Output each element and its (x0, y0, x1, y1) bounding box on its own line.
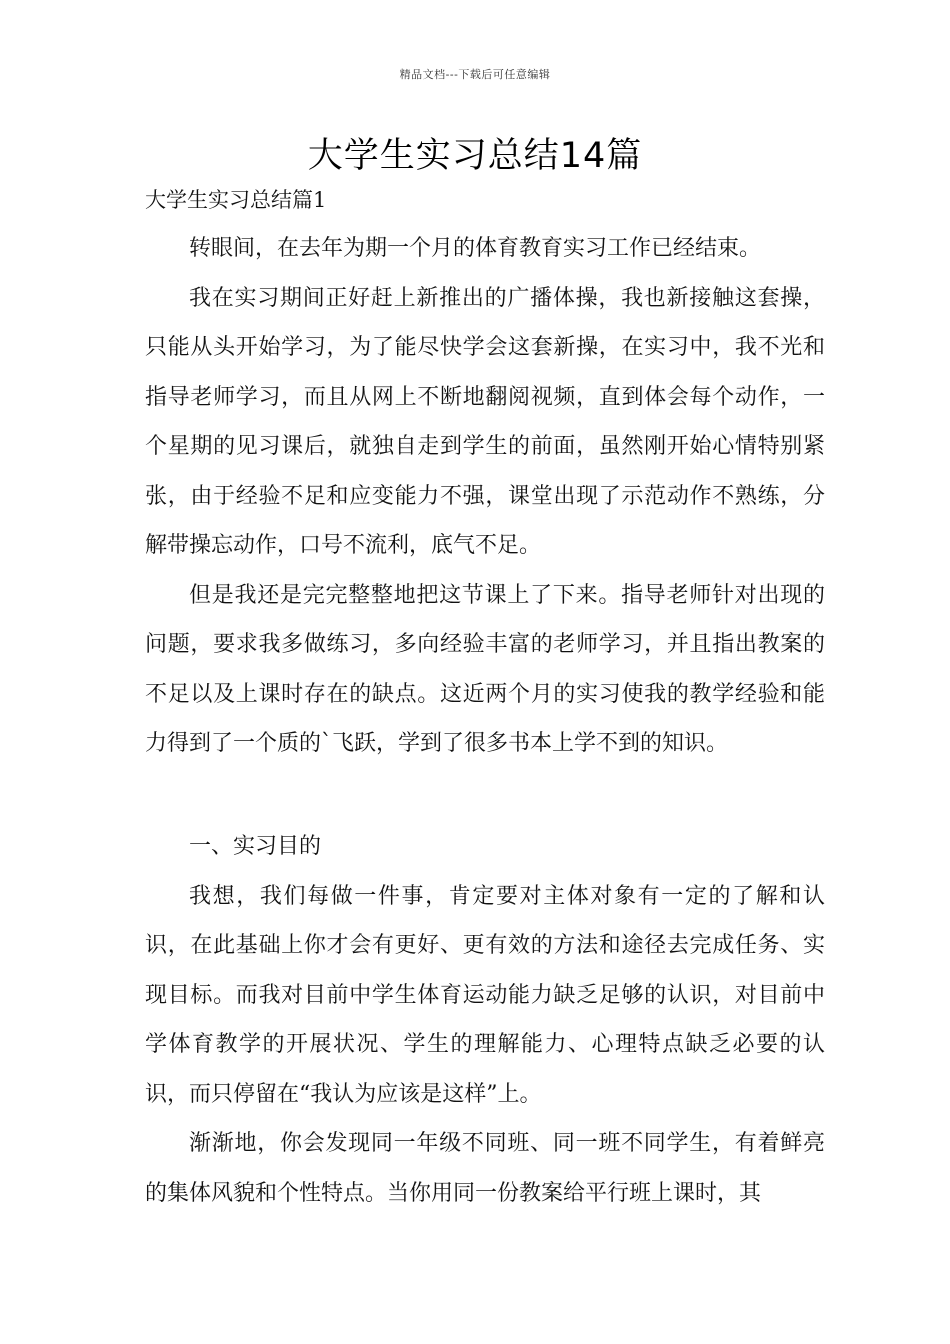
body-block-1 (145, 224, 825, 769)
paragraph: 但是我还是完完整整地把这节课上了下来。指导老师针对出现的问题，要求我多做练习，多向经验丰富的老师学习，并且指出教案的不足以及上课时存在的缺点。这近两个月的实习使我的教学经验和能力得到了一个质的`飞跃，学到了很多书本上学不到的知识。 (145, 582, 825, 756)
paragraph: 渐渐地，你会发现同一年级不同班、同一班不同学生，有着鲜亮的集体风貌和个性特点。当你用同一份教案给平行班上课时，其 (145, 1131, 825, 1206)
paragraph: 转眼间，在去年为期一个月的体育教育实习工作已经结束。 (189, 236, 762, 261)
section-heading: 大学生实习总结篇1 (145, 188, 327, 212)
document-title: 大学生实习总结14篇 (307, 136, 643, 176)
body-block-2 (145, 822, 825, 1218)
paragraph: 我在实习期间正好赶上新推出的广播体操，我也新接触这套操，只能从头开始学习，为了能尽快学会这套新操，在实习中，我不光和指导老师学习，而且从网上不断地翻阅视频，直到体会每个动作，一个星期的见习课后，就独自走到学生的前面，虽然刚开始心情特别紧张，由于经验不足和应变能力不强，课堂出现了示范动作不熟练，分解带操忘动作，口号不流利，底气不足。 (145, 285, 825, 558)
header-note: 精品文档---下载后可任意编辑 (399, 68, 551, 81)
paragraph: 我想，我们每做一件事，肯定要对主体对象有一定的了解和认识，在此基础上你才会有更好、更有效的方法和途径去完成任务、实现目标。而我对目前中学生体育运动能力缺乏足够的认识，对目前中学体育教学的开展状况、学生的理解能力、心理特点缺乏必要的认识，而只停留在“我认为应该是这样”上。 (145, 883, 825, 1107)
list-heading: 一、实习目的 (189, 834, 322, 859)
